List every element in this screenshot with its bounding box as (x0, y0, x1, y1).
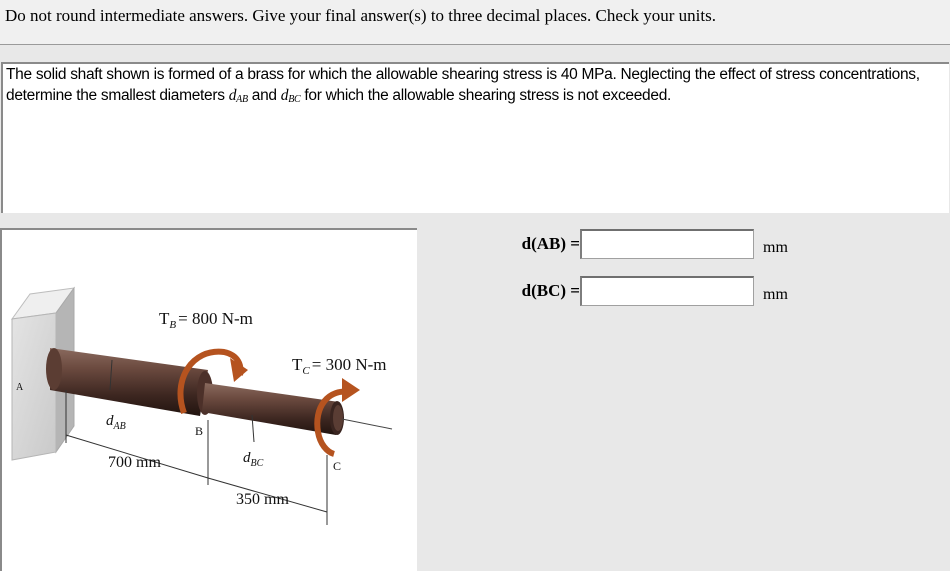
problem-text-2: and (247, 87, 281, 104)
problem-text-3: for which the allowable shearing stress is not exceeded. (300, 87, 672, 104)
divider (0, 44, 950, 45)
dbc-answer-input[interactable] (580, 276, 754, 306)
dab-label: $d_{AB}$ (106, 413, 126, 432)
length-bc-label: 350 mm (236, 491, 289, 508)
dbc-unit: mm (763, 286, 788, 303)
problem-text-1: The solid shaft shown is formed of a brass for which the allowable shearing stress is 40 MPa. Neglecting the effect of stress concentrations, determine the smallest diameters (6, 66, 920, 104)
dab-answer-input[interactable] (580, 229, 754, 259)
length-ab-label: 700 mm (108, 454, 161, 471)
torque-b-label: $T_B = 800$ N-m (159, 309, 253, 331)
problem-statement (1, 62, 949, 213)
dab-unit: mm (763, 239, 788, 256)
instructions-text: Do not round intermediate answers. Give your final answer(s) to three decimal places. Check your units. (0, 0, 950, 44)
label-c: C (333, 459, 342, 473)
torque-c-label: $T_C = 300$ N-m (292, 355, 387, 377)
label-a: A (16, 382, 24, 393)
shaft-diagram (2, 230, 417, 571)
dbc-label: $d_{BC}$ (243, 450, 264, 469)
label-b: B (195, 424, 204, 438)
dbc-answer-label: d(BC) = (521, 281, 580, 300)
axis-line (342, 419, 392, 429)
variable-dab: $d_{AB}$ (228, 87, 248, 105)
variable-dbc: $d_{BC}$ (280, 87, 301, 105)
shaft-figure (0, 228, 417, 571)
dab-answer-label: d(AB) = (521, 234, 580, 253)
